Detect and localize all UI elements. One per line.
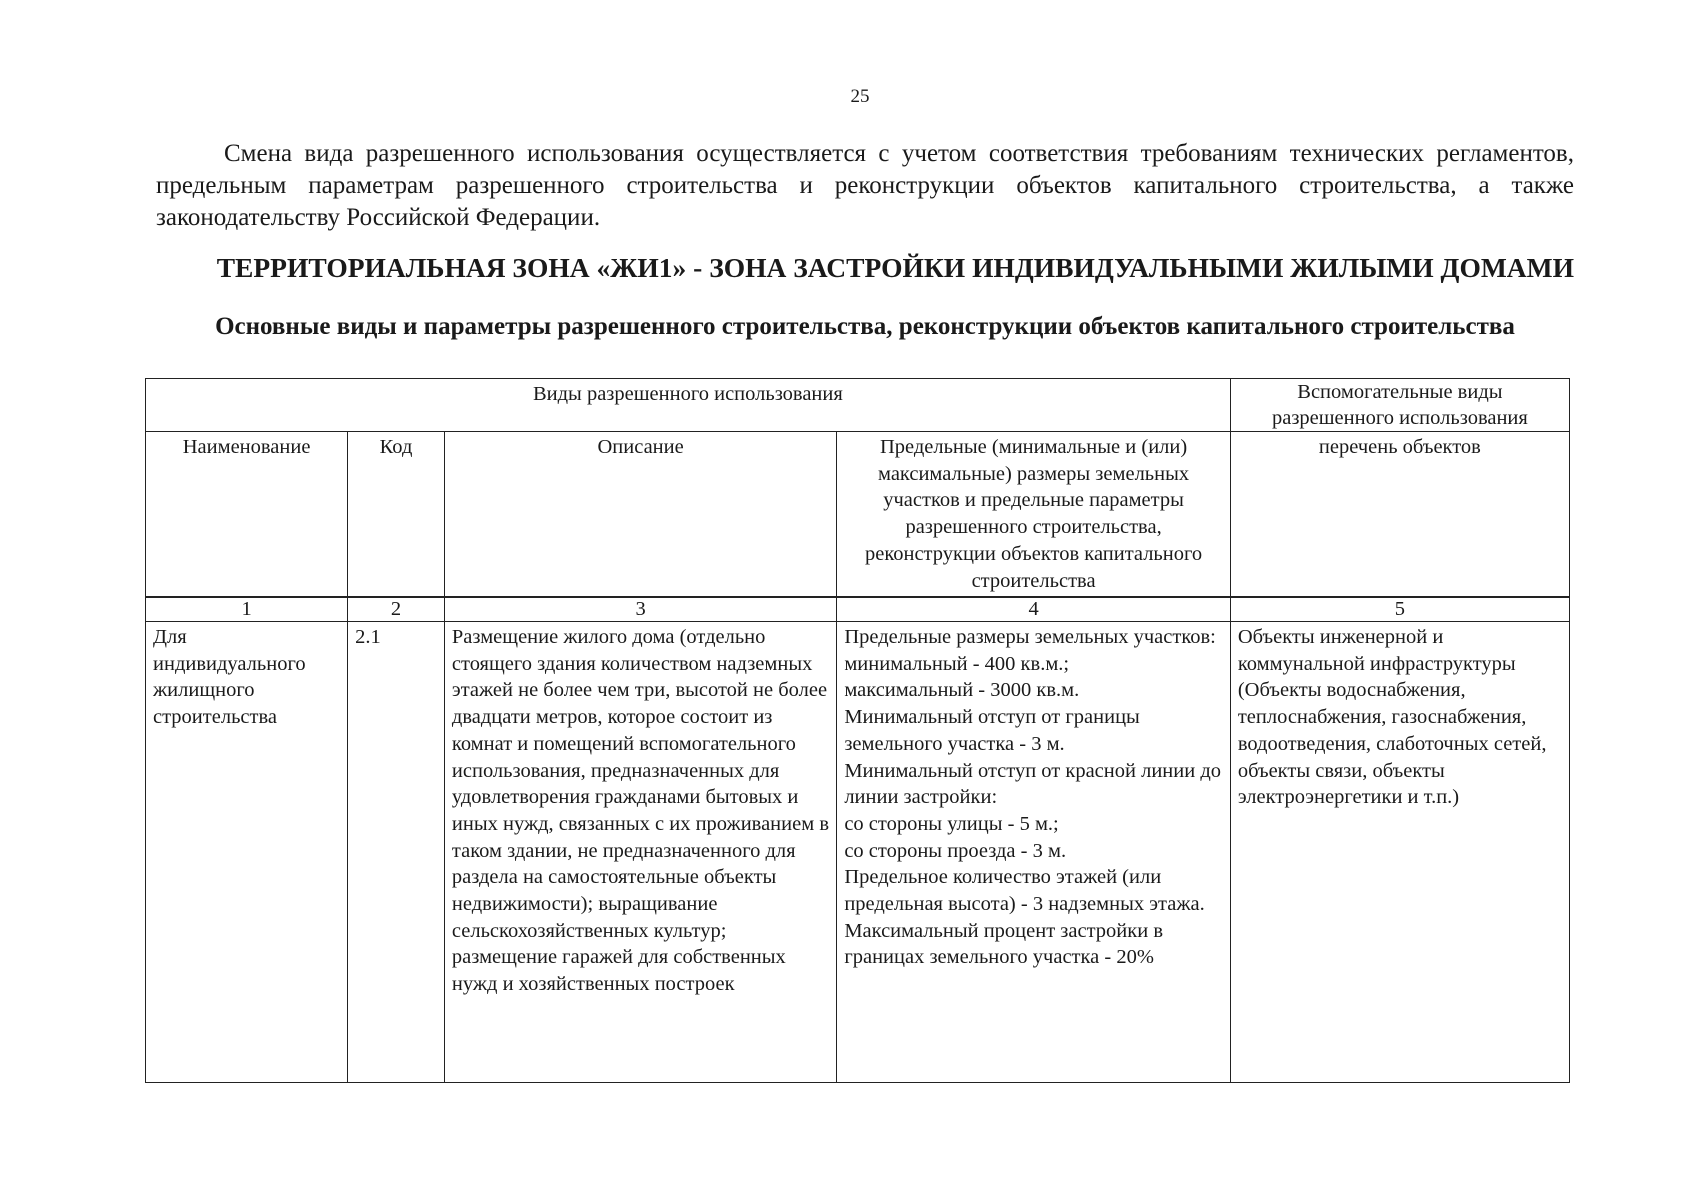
column-number: 4 — [837, 597, 1231, 622]
cell-name: Для индивидуального жилищного строительства — [146, 622, 348, 1083]
column-header-code: Код — [348, 432, 445, 598]
table-column-number-row — [146, 597, 1570, 622]
zone-title: ТЕРРИТОРИАЛЬНАЯ ЗОНА «ЖИ1» - ЗОНА ЗАСТРОЙКИ ИНДИВИДУАЛЬНЫМИ ЖИЛЫМИ ДОМАМИ — [216, 252, 1574, 283]
column-number: 3 — [444, 597, 836, 622]
column-number: 2 — [348, 597, 445, 622]
cell-code: 2.1 — [348, 622, 445, 1083]
table-column-header-row — [146, 432, 1570, 598]
table-group-header-row — [146, 379, 1570, 432]
column-header-objects: перечень объектов — [1230, 432, 1569, 598]
cell-description: Размещение жилого дома (отдельно стоящего здания количеством надземных этажей не более чем три, высотой не более двадцати метров, которое состоит из комнат и помещений вспомогательного использования, предназначенных для удовлетворения гражданами бытовых и иных нужд, связанных с их проживанием в таком здании, не предназначенного для раздела на самостоятельные объекты недвижимости); выращивание сельскохозяйственных культур; размещение гаражей для собственных нужд и хозяйственных построек — [444, 622, 836, 1083]
parameter-line: Предельное количество этажей (или предельная высота) - 3 надземных этажа. — [844, 866, 1205, 916]
section-title: Основные виды и параметры разрешенного строительства, реконструкции объектов капитального строительства — [215, 313, 1515, 340]
parameter-line: максимальный - 3000 кв.м. — [844, 679, 1080, 702]
column-header-parameters: Предельные (минимальные и (или) максимальные) размеры земельных участков и предельные параметры разрешенного строительства, реконструкции объектов капитального строительства — [837, 432, 1231, 598]
intro-paragraph: Смена вида разрешенного использования осуществляется с учетом соответствия требованиям технических регламентов, предельным параметрам разрешенного строительства и реконструкции объектов капитального строительства, а также законодательству Российской Федерации. — [156, 140, 1574, 231]
parameter-line: со стороны улицы - 5 м.; — [844, 812, 1059, 835]
parameter-line: Минимальный отступ от границы земельного участка - 3 м. — [844, 706, 1140, 755]
table-row — [146, 622, 1570, 1083]
parameter-line: со стороны проезда - 3 м. — [844, 839, 1067, 862]
parameter-line: минимальный - 400 кв.м.; — [844, 652, 1070, 675]
parameter-line: Максимальный процент застройки в границах земельного участка - 20% — [844, 919, 1163, 969]
parameter-line: Минимальный отступ от красной линии до линии застройки: — [844, 759, 1222, 809]
page-number: 25 — [850, 86, 870, 107]
group-header-auxiliary: Вспомогательные виды разрешенного использования — [1230, 379, 1569, 432]
cell-auxiliary-objects: Объекты инженерной и коммунальной инфраструктуры (Объекты водоснабжения, теплоснабжения, газоснабжения, водоотведения, слаботочных сетей, объекты связи, объекты электроэнергетики и т.п.) — [1230, 622, 1569, 1083]
column-header-description: Описание — [444, 432, 836, 598]
group-header-main: Виды разрешенного использования — [146, 379, 1231, 432]
parameter-line: Предельные размеры земельных участков: — [844, 626, 1216, 648]
zone-use-table — [145, 378, 1570, 1083]
column-number: 5 — [1230, 597, 1569, 622]
column-header-name: Наименование — [146, 432, 348, 598]
cell-parameters — [837, 622, 1231, 1083]
column-number: 1 — [146, 597, 348, 622]
